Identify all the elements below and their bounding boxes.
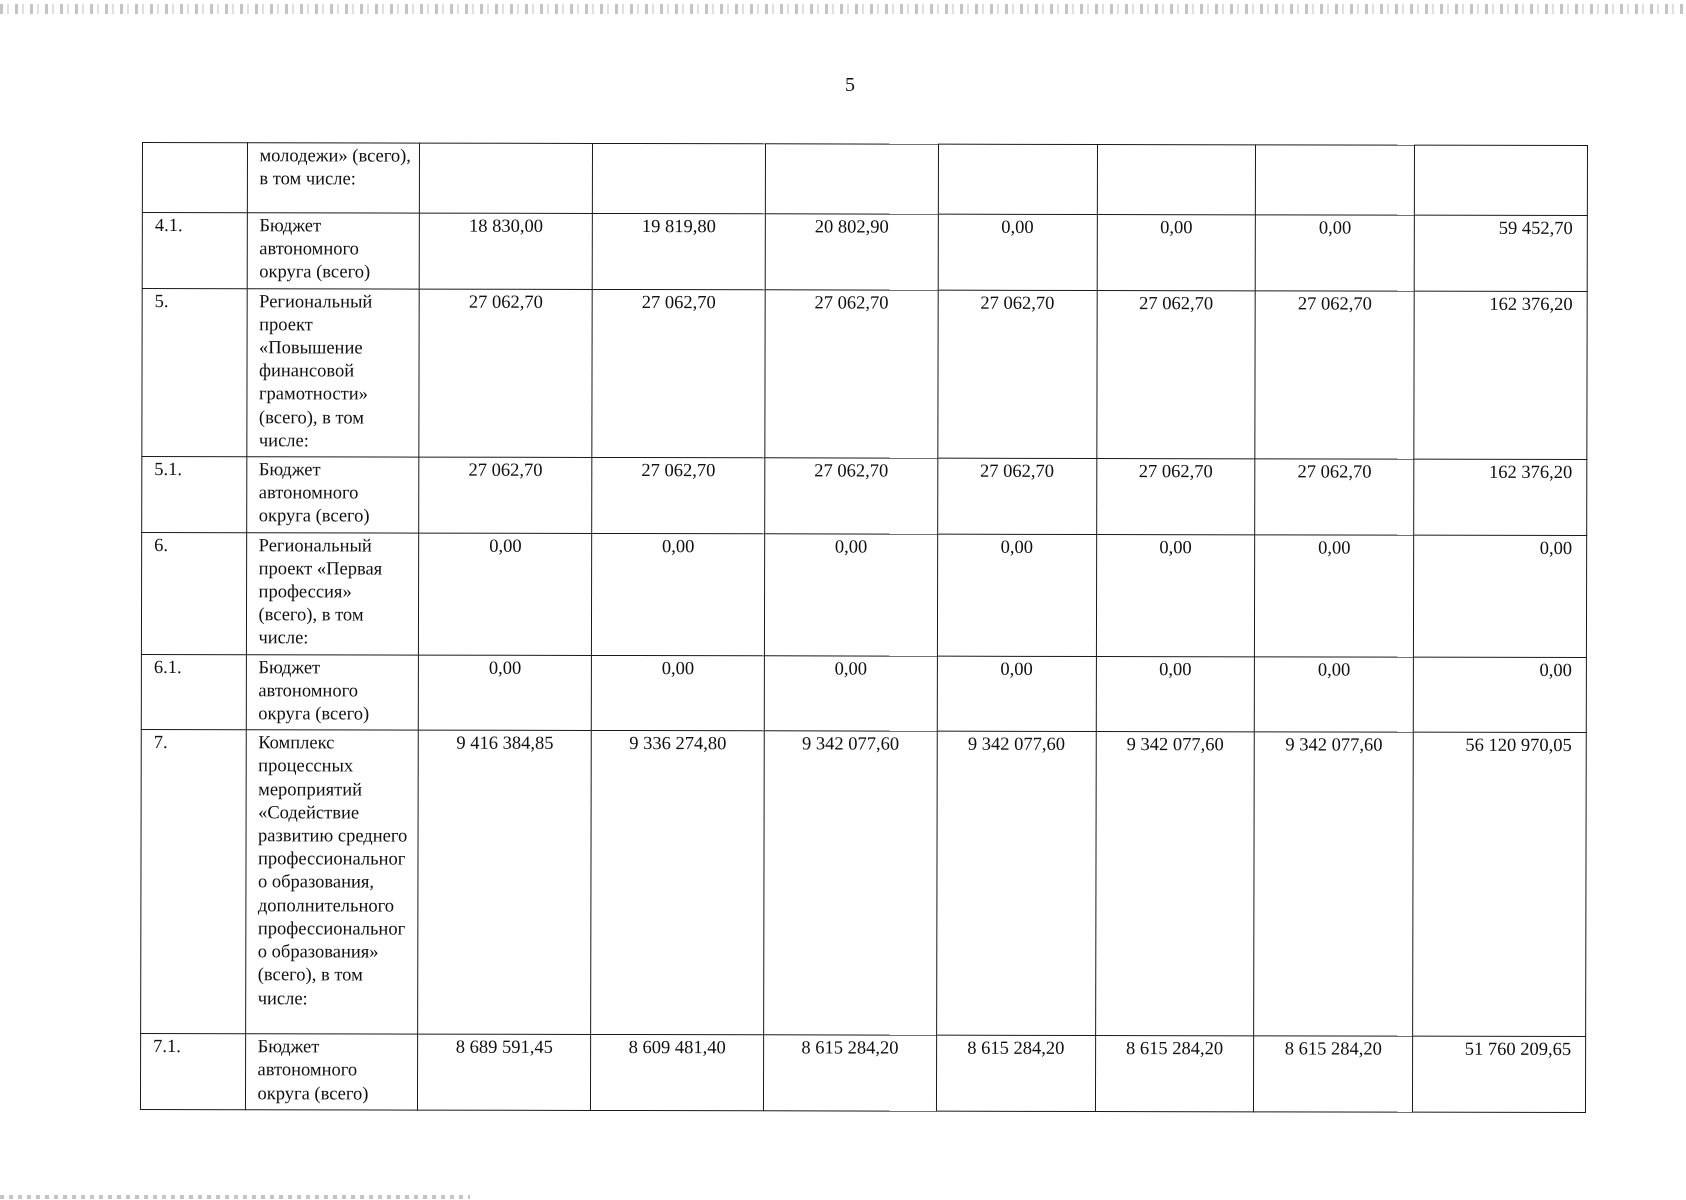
value-cell: 9 416 384,85 [418,730,591,1034]
row-name: Бюджет автономного округа (всего) [246,457,419,533]
value-cell: 0,00 [764,533,937,655]
value-cell: 27 062,70 [1255,290,1414,459]
row-number: 7.1. [140,1034,245,1110]
row-name: Региональный проект «Повышение финансовой грамотности» (всего), в том числе: [246,288,419,457]
row-number: 6. [141,532,246,654]
value-cell: 9 342 077,60 [764,731,937,1035]
value-cell: 27 062,70 [765,289,938,458]
value-cell: 8 615 284,20 [936,1035,1095,1111]
value-cell [1256,145,1415,215]
total-cell: 162 376,20 [1414,291,1587,460]
total-cell: 59 452,70 [1414,215,1587,291]
value-cell: 18 830,00 [420,213,593,289]
value-cell: 9 336 274,80 [591,731,764,1035]
table-row [142,143,1587,216]
table-row [142,457,1587,536]
value-cell [765,144,938,214]
value-cell: 27 062,70 [1096,290,1255,459]
value-cell [593,143,766,213]
scan-edge-bottom [0,1195,470,1199]
table-row [141,532,1586,657]
value-cell: 0,00 [419,533,592,655]
value-cell [420,143,593,213]
value-cell: 20 802,90 [765,214,938,290]
row-name: Бюджет автономного округа (всего) [245,1034,418,1110]
table-body [140,143,1587,1113]
value-cell: 9 342 077,60 [1095,732,1254,1036]
row-name: Бюджет автономного округа (всего) [246,654,419,730]
value-cell: 0,00 [937,656,1096,732]
row-number: 6.1. [141,654,246,730]
page-number: 5 [845,74,855,96]
row-name: Комплекс процессных мероприятий «Содействие развитию среднего профессиональног о образования, дополнительного профессиональног о образования» (всего), в том числе: [245,730,418,1034]
value-cell: 27 062,70 [765,458,938,534]
row-number: 7. [141,730,246,1034]
value-cell: 9 342 077,60 [936,731,1095,1035]
row-name: молодежи» (всего), в том числе: [247,143,420,213]
value-cell: 0,00 [591,655,764,731]
value-cell: 0,00 [1096,656,1255,732]
table-row [142,288,1587,459]
total-cell [1414,145,1587,215]
value-cell: 27 062,70 [1255,459,1414,535]
value-cell: 8 689 591,45 [418,1034,591,1110]
value-cell: 0,00 [1255,534,1414,656]
value-cell: 0,00 [1255,656,1414,732]
value-cell: 8 615 284,20 [1095,1036,1254,1112]
row-name: Региональный проект «Первая профессия» (всего), в том числе: [246,532,419,654]
value-cell: 0,00 [764,655,937,731]
table-row [142,213,1587,292]
row-number [142,143,247,213]
table-row [141,654,1586,733]
row-number: 4.1. [142,213,247,289]
total-cell: 0,00 [1414,535,1587,657]
value-cell: 0,00 [938,214,1097,290]
value-cell: 8 609 481,40 [591,1035,764,1111]
value-cell: 27 062,70 [938,290,1097,459]
scan-edge-top [0,4,1686,14]
value-cell: 0,00 [937,534,1096,656]
total-cell: 162 376,20 [1414,459,1587,535]
total-cell: 0,00 [1413,657,1586,733]
row-number: 5. [142,288,247,457]
value-cell: 0,00 [592,533,765,655]
value-cell: 8 615 284,20 [1254,1036,1413,1112]
table-row [141,730,1587,1037]
value-cell: 27 062,70 [592,457,765,533]
budget-table [140,142,1588,1113]
value-cell: 27 062,70 [1096,459,1255,535]
row-name: Бюджет автономного округа (всего) [247,213,420,289]
value-cell [1097,145,1256,215]
value-cell: 0,00 [419,655,592,731]
row-number: 5.1. [142,457,247,533]
value-cell: 27 062,70 [419,457,592,533]
value-cell: 0,00 [1097,215,1256,291]
value-cell: 9 342 077,60 [1254,732,1413,1036]
value-cell [938,144,1097,214]
value-cell: 27 062,70 [937,458,1096,534]
value-cell: 27 062,70 [419,289,592,458]
value-cell: 19 819,80 [592,213,765,289]
total-cell: 51 760 209,65 [1413,1036,1586,1112]
value-cell: 27 062,70 [592,289,765,458]
value-cell: 0,00 [1096,534,1255,656]
total-cell: 56 120 970,05 [1413,732,1587,1036]
value-cell: 8 615 284,20 [763,1035,936,1111]
table-row [140,1034,1585,1113]
value-cell: 0,00 [1256,215,1415,291]
